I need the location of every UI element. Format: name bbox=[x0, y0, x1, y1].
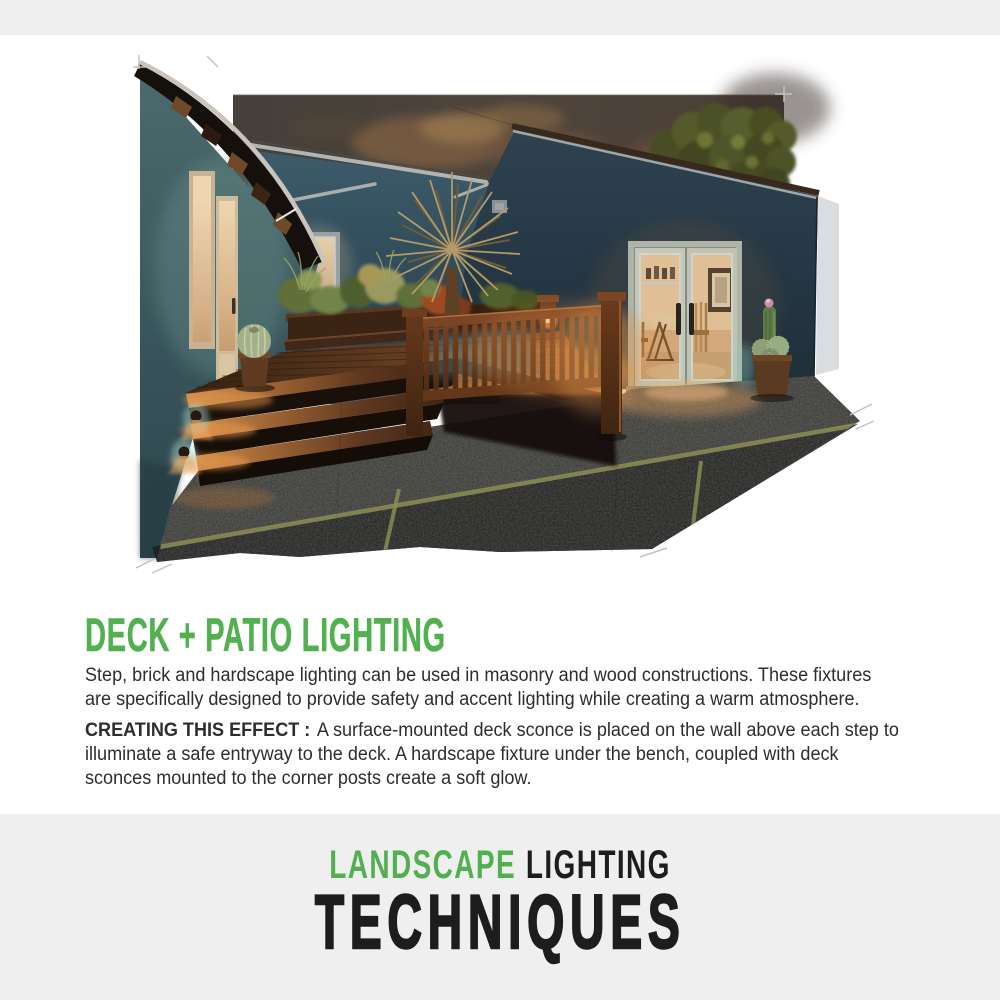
illustration-area bbox=[0, 35, 1000, 620]
wall-edge-panel bbox=[816, 196, 839, 375]
effect-text: A surface-mounted deck sconce is placed on the wall above each step to bbox=[316, 720, 899, 741]
footer-title-line2 bbox=[0, 879, 1000, 966]
footer-title-green: LANDSCAPE bbox=[329, 843, 517, 887]
railing-post-left bbox=[406, 314, 423, 436]
top-gray-band bbox=[0, 0, 1000, 35]
body-text-line: illuminate a safe entryway to the deck. A hardscape fixture under the bench, coupled with deck bbox=[85, 744, 839, 765]
section-heading: DECK + PATIO LIGHTING bbox=[85, 608, 446, 661]
body-text-line bbox=[85, 719, 899, 743]
deck-patio-illustration bbox=[0, 35, 1000, 620]
body-text-line: sconces mounted to the corner posts create a soft glow. bbox=[85, 768, 532, 789]
door-handle bbox=[232, 298, 236, 314]
railing-post-right bbox=[601, 298, 622, 434]
footer-title-dark: LIGHTING bbox=[525, 843, 671, 887]
footer-title-techniques: TECHNIQUES bbox=[314, 880, 686, 965]
door-handle-left bbox=[676, 303, 681, 335]
effect-label: CREATING THIS EFFECT : bbox=[85, 720, 311, 741]
door-handle-right bbox=[689, 303, 694, 335]
body-text-line: Step, brick and hardscape lighting can be used in masonry and wood constructions. These fixtures bbox=[85, 665, 872, 686]
body-text-line: are specifically designed to provide safety and accent lighting while creating a warm atmosphere. bbox=[85, 689, 860, 710]
